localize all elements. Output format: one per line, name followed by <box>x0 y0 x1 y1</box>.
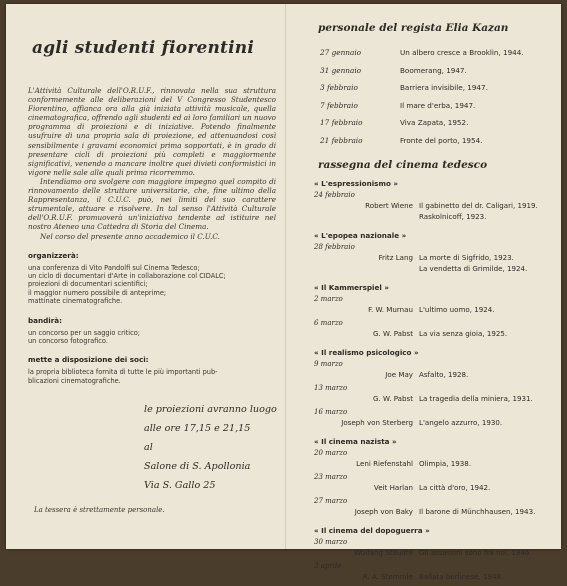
film-row <box>300 200 550 211</box>
projection-line: Via S. Gallo 25 <box>144 480 216 491</box>
film-row <box>300 252 550 263</box>
kazan-title: personale del regista Elia Kazan <box>318 22 509 34</box>
film-title: Asfalto, 1928. <box>419 370 469 379</box>
film-director: Joseph von Baky <box>354 507 413 516</box>
screening-date: 16 marzo <box>314 408 348 416</box>
film-row <box>300 506 550 517</box>
kazan-row <box>300 132 550 150</box>
intro-paragraph: Nel corso del presente anno accademico il C.U.C. <box>40 231 220 241</box>
section-item: mattinate cinematografiche. <box>28 297 123 306</box>
section-items <box>28 329 276 346</box>
kazan-row <box>300 79 550 97</box>
screening-date: 6 marzo <box>314 319 343 327</box>
section-item: proiezioni di documentari scientifici; <box>28 280 148 289</box>
section-item: un ciclo di documentari d'Arte in collaborazione col CIDALC; <box>28 272 226 280</box>
movement-heading: « L'espressionismo » <box>314 179 399 188</box>
screening-date: 24 febbraio <box>314 191 355 199</box>
screening-date: 31 gennaio <box>320 65 362 75</box>
film-title: Il barone di Münchhausen, 1943. <box>419 507 536 516</box>
right-page <box>300 22 550 586</box>
film-row <box>300 417 550 428</box>
film-director: Joe May <box>385 370 413 379</box>
screening-date: 23 marzo <box>314 473 348 481</box>
screening-date: 28 febbraio <box>314 243 355 251</box>
section-item: un concorso fotografico. <box>28 337 108 346</box>
kazan-row <box>300 114 550 132</box>
spacer <box>300 582 550 586</box>
section-heading: mette a disposizione dei soci: <box>28 355 149 365</box>
film-row <box>300 571 550 582</box>
film-title: Raskolnicoff, 1923. <box>419 212 487 221</box>
film-title: Ballata berlinese, 1948. <box>419 572 504 581</box>
screening-date: 2 marzo <box>314 295 343 303</box>
screening-date: 27 marzo <box>314 497 348 505</box>
page-fold <box>285 4 287 549</box>
film-director: Robert Wiene <box>365 201 413 210</box>
screening-date: 17 febbraio <box>320 118 363 127</box>
projection-line: al <box>144 442 153 453</box>
section-items <box>28 264 276 306</box>
movement-heading: « Il realismo psicologico » <box>314 348 419 357</box>
left-page <box>28 30 276 385</box>
section-item: il maggior numero possibile di anteprime; <box>28 288 167 297</box>
section-item: la propria biblioteca fornita di tutte le più importanti pub- <box>28 368 218 377</box>
film-title: Il gabinetto del dr. Caligari, 1919. <box>419 201 538 210</box>
projection-line: le proiezioni avranno luogo <box>144 404 277 415</box>
film-title: La tragedia della miniera, 1931. <box>419 394 533 403</box>
projection-info <box>144 400 277 495</box>
film-director: Wolfang Staudte <box>354 548 413 557</box>
movement-heading: « Il cinema nazista » <box>314 437 397 446</box>
film-director: F. W. Murnau <box>368 305 413 314</box>
film-row <box>300 211 550 222</box>
section-item: un concorso per un saggio critico; <box>28 328 141 337</box>
film-director: Leni Riefenstahl <box>356 459 413 468</box>
film-director: Joseph von Sterberg <box>341 418 413 427</box>
screening-date: 3 aprile <box>314 562 342 570</box>
kazan-row <box>300 44 550 62</box>
film-title: L'ultimo uomo, 1924. <box>419 305 495 314</box>
film-title: Barriera invisibile, 1947. <box>400 83 488 92</box>
screening-date: 21 febbraio <box>320 135 363 145</box>
screening-date: 20 marzo <box>314 449 348 457</box>
screening-date: 3 febbraio <box>320 83 358 92</box>
spacer <box>300 428 550 432</box>
film-director: G. W. Pabst <box>372 329 413 338</box>
section-item: una conferenza di Vito Pandolfi sul Cinema Tedesco; <box>28 263 200 272</box>
film-director: Fritz Lang <box>378 253 413 262</box>
membership-note: La tessera è strettamente personale. <box>34 506 165 514</box>
film-row <box>300 369 550 380</box>
activity-section <box>28 251 276 306</box>
movement-heading: « L'epopea nazionale » <box>314 231 407 240</box>
section-item: blicazioni cinematografiche. <box>28 376 121 385</box>
film-title: Boomerang, 1947. <box>400 65 467 75</box>
section-heading: bandirà: <box>28 315 62 325</box>
kazan-row <box>300 97 550 115</box>
spacer <box>300 339 550 343</box>
film-director: Veit Harlan <box>373 483 413 492</box>
section-heading: organizzerà: <box>28 250 79 260</box>
spacer <box>300 517 550 521</box>
activity-section <box>28 355 276 385</box>
page-title: agli studenti fiorentini <box>32 38 254 58</box>
film-title: La vendetta di Grimilde, 1924. <box>419 264 528 273</box>
film-director: G. W. Pabst <box>372 394 413 403</box>
screening-date: 9 marzo <box>314 360 343 368</box>
film-title: La città d'oro, 1942. <box>419 483 491 492</box>
film-title: Il mare d'erba, 1947. <box>400 100 476 110</box>
kazan-film-list <box>300 44 550 149</box>
film-row <box>300 482 550 493</box>
intro-paragraph: Intendiamo ora svolgere con maggiore impegno quel compito di rinnovamento delle strutture universitarie, che, fine ultimo della Rappresentanza, il C.U.C. può, nei limiti del suo carattere strumentale, attuare e risolvere. In tal senso l'Attività Culturale dell'O.R.U.F. promuoverà un'iniziativa tendente ad istituire nel nostro Ateneo una Cattedra di Storia del Cinema. <box>28 176 276 232</box>
german-film-list <box>300 179 550 586</box>
section-items <box>28 368 276 385</box>
film-title: Olimpia, 1938. <box>419 459 472 468</box>
kazan-row <box>300 62 550 80</box>
activities-sections <box>28 251 276 386</box>
projection-line: alle ore 17,15 e 21,15 <box>144 423 251 434</box>
screening-date: 30 marzo <box>314 538 348 546</box>
intro-text <box>28 86 276 241</box>
movement-heading: « Il cinema del dopoguerra » <box>314 526 430 535</box>
film-row <box>300 393 550 404</box>
spacer <box>300 274 550 278</box>
film-title: Gli assassini sono fra noi, 1946. <box>419 548 532 557</box>
film-title: Viva Zapata, 1952. <box>400 118 469 127</box>
activity-section <box>28 316 276 346</box>
film-row <box>300 328 550 339</box>
film-title: L'angelo azzurro, 1930. <box>419 418 503 427</box>
projection-line: Salone di S. Apollonia <box>144 461 251 472</box>
film-title: La morte di Sigfrido, 1923. <box>419 253 514 262</box>
film-row <box>300 304 550 315</box>
movement-heading: « Il Kammerspiel » <box>314 283 389 292</box>
film-title: Un albero cresce a Brooklin, 1944. <box>400 48 524 57</box>
spacer <box>300 222 550 226</box>
film-director: R. A. Stemmle <box>362 572 413 581</box>
film-row <box>300 458 550 469</box>
screening-date: 13 marzo <box>314 384 348 392</box>
intro-paragraph: L'Attività Culturale dell'O.R.U.F., rinnovata nella sua struttura conformemente alle deliberazioni del V Congresso Studentesco Fiorentino, affianca ora alla già iniziata attività musicale, quella cinematografica, offrendo agli studenti ed ai loro familiari un nuovo programma di proiezioni e di iniziative. Potendo finalmente usufruire di una propria sala di proiezione, ed attenuandosi così sensibilmente i gravami economici prima sopportati, è in grado di presentare cicli di proiezioni più completi e maggiormente significativi, venendo a mancare inoltre quei divieti conformistici in vigore nelle sale alle quali prima ricorremmo. <box>28 86 276 177</box>
screening-date: 7 febbraio <box>320 100 358 110</box>
film-row <box>300 263 550 274</box>
film-title: La via senza gioia, 1925. <box>419 329 508 338</box>
film-title: Fronte del porto, 1954. <box>400 135 483 145</box>
screening-date: 27 gennaio <box>320 48 362 57</box>
german-title: rassegna del cinema tedesco <box>318 159 488 171</box>
